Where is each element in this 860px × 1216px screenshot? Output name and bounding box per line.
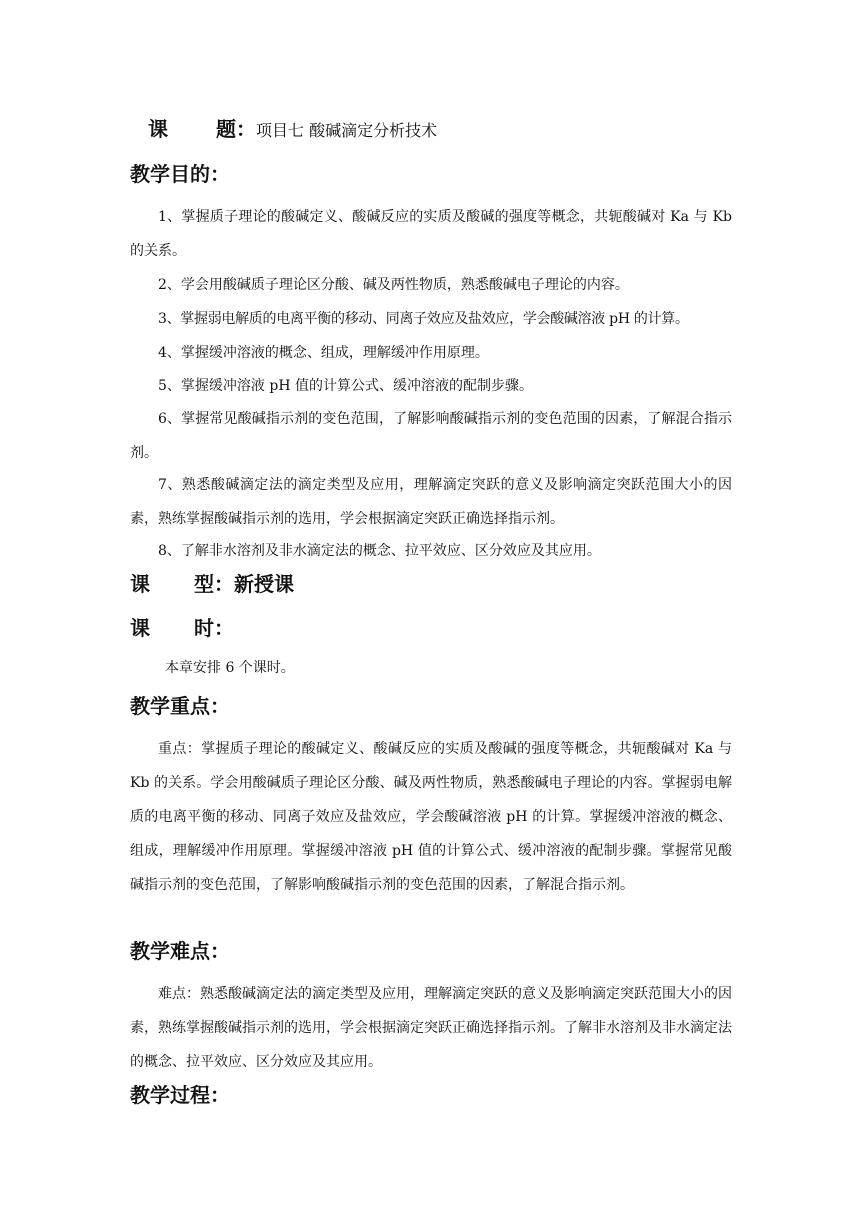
objective-item-8: 8、了解非水溶剂及非水滴定法的概念、拉平效应、区分效应及其应用。 <box>158 543 601 559</box>
lesson-type-value: 新授课 <box>234 572 294 596</box>
course-title-value: 项目七 酸碱滴定分析技术 <box>256 121 438 140</box>
lesson-type-label-b: 型： <box>194 572 234 596</box>
objectives-heading: 教学目的： <box>130 162 230 186</box>
objective-item-2: 2、学会用酸碱质子理论区分酸、碱及两性物质，熟悉酸碱电子理论的内容。 <box>158 277 629 293</box>
lesson-type-label-a: 课 <box>130 572 150 596</box>
difficulties-heading: 教学难点： <box>130 939 230 963</box>
lesson-type-line <box>130 570 294 598</box>
lesson-hours-heading: 课 时： <box>130 616 234 640</box>
course-title-line <box>148 115 437 143</box>
key-points-text: 重点：掌握质子理论的酸碱定义、酸碱反应的实质及酸碱的强度等概念，共轭酸碱对 Ka 与 Kb 的关系。学会用酸碱质子理论区分酸、碱及两性物质，熟悉酸碱电子理论的内容。掌握弱电解质的电离平衡的移动、同离子效应及盐效应，学会酸碱溶液 pH 的计算。掌握缓冲溶液的概念、组成，理解缓冲作用原理。掌握缓冲溶液 pH 值的计算公式、缓冲溶液的配制步骤。掌握常见酸碱指示剂的变色范围，了解影响酸碱指示剂的变色范围的因素，了解混合指示剂。 <box>130 741 732 893</box>
course-title-label: 课 题： <box>148 117 256 141</box>
key-points-heading: 教学重点： <box>130 694 230 718</box>
objective-item-1: 1、掌握质子理论的酸碱定义、酸碱反应的实质及酸碱的强度等概念，共轭酸碱对 Ka 与 Kb 的关系。 <box>130 209 732 259</box>
lesson-hours-text: 本章安排 6 个课时。 <box>165 660 295 676</box>
objective-item-5: 5、掌握缓冲溶液 pH 值的计算公式、缓冲溶液的配制步骤。 <box>158 378 533 394</box>
process-heading: 教学过程： <box>130 1083 230 1107</box>
objective-item-6: 6、掌握常见酸碱指示剂的变色范围，了解影响酸碱指示剂的变色范围的因素，了解混合指示剂。 <box>130 411 732 461</box>
objective-item-7: 7、熟悉酸碱滴定法的滴定类型及应用，理解滴定突跃的意义及影响滴定突跃范围大小的因素，熟练掌握酸碱指示剂的选用，学会根据滴定突跃正确选择指示剂。 <box>130 477 732 527</box>
objective-item-4: 4、掌握缓冲溶液的概念、组成，理解缓冲作用原理。 <box>158 345 489 361</box>
difficulties-text: 难点：熟悉酸碱滴定法的滴定类型及应用，理解滴定突跃的意义及影响滴定突跃范围大小的因素，熟练掌握酸碱指示剂的选用，学会根据滴定突跃正确选择指示剂。了解非水溶剂及非水滴定法的概念、拉平效应、区分效应及其应用。 <box>130 986 732 1070</box>
objective-item-3: 3、掌握弱电解质的电离平衡的移动、同离子效应及盐效应，学会酸碱溶液 pH 的计算。 <box>158 311 689 327</box>
